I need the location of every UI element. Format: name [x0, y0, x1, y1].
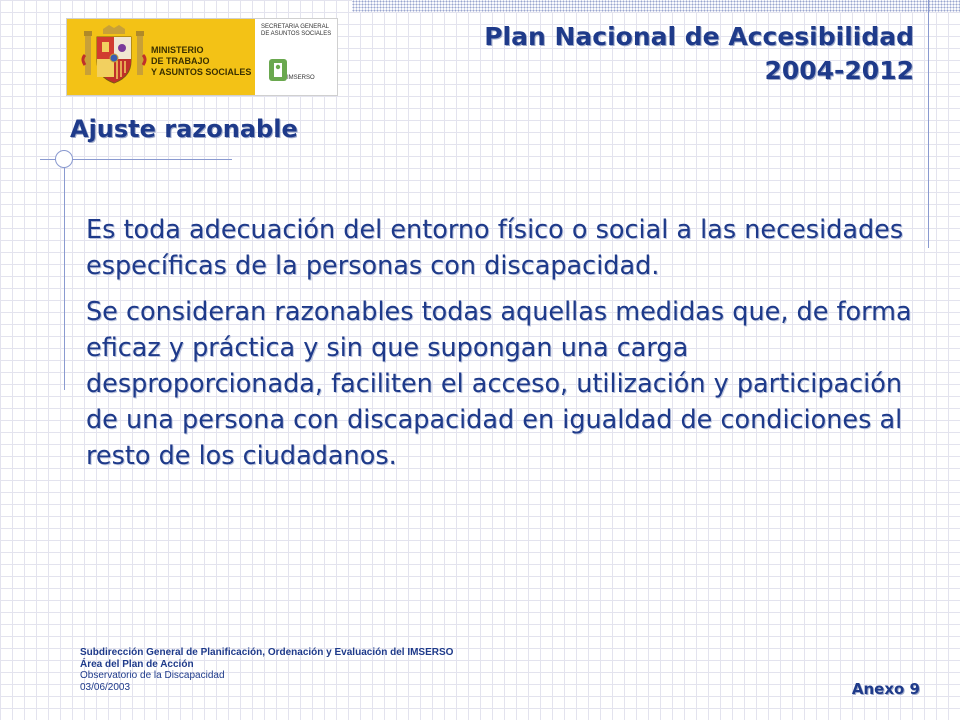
definition-paragraph: Es toda adecuación del entorno físico o social a las necesidades específicas de la personas con discapacidad.: [86, 215, 904, 281]
footer-department: Subdirección General de Planificación, Ordenación y Evaluación del IMSERSO: [80, 647, 454, 658]
annex-label: Anexo 9: [851, 680, 920, 698]
footer-area: Área del Plan de Acción: [80, 658, 194, 670]
footer-credits: [80, 647, 453, 693]
coat-of-arms-icon: [81, 25, 147, 89]
ministry-logo: [66, 18, 338, 96]
body-content: [86, 212, 916, 484]
imserso-icon: [269, 59, 287, 81]
section-heading: Ajuste razonable: [70, 115, 298, 143]
footer-date: 03/06/2003: [80, 681, 131, 693]
decorative-dotted-band: [352, 0, 960, 12]
secretaria-panel: [257, 19, 337, 95]
decorative-vertical-line-right: [928, 0, 929, 248]
plan-title: Plan Nacional de Accesibilidad 2004-2012: [484, 22, 914, 85]
footer-observatory: Observatorio de la Discapacidad: [80, 670, 225, 681]
decorative-vertical-line-left: [64, 150, 65, 390]
ministry-logo-yellow-panel: [67, 19, 255, 95]
imserso-label: IMSERSO: [287, 75, 315, 81]
explanation-paragraph: Se consideran razonables todas aquellas medidas que, de forma eficaz y práctica y sin que supongan una carga desproporcionada, faciliten el acceso, utilización y participación de una persona con discapacidad en igualdad de condiciones al resto de los ciudadanos.: [86, 297, 912, 471]
ministry-name: MINISTERIO DE TRABAJO Y ASUNTOS SOCIALES: [151, 45, 252, 77]
secretaria-name: SECRETARIA GENERAL DE ASUNTOS SOCIALES: [261, 24, 332, 37]
decorative-circle-marker: [55, 150, 73, 168]
